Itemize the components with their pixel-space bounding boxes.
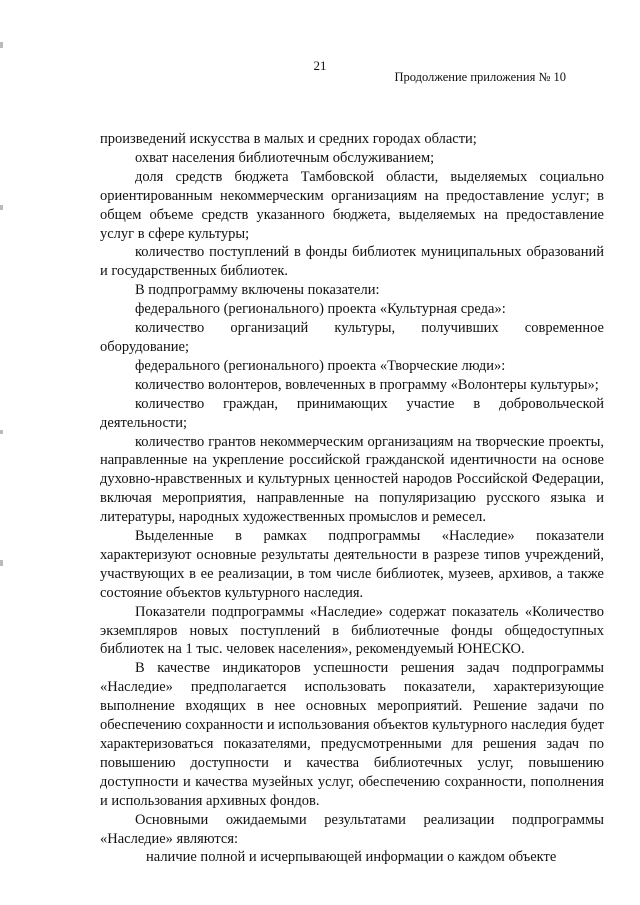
paragraph: федерального (регионального) проекта «Творческие люди»:: [135, 357, 506, 374]
paragraph: количество волонтеров, вовлеченных в программу «Волонтеры культуры»;: [135, 376, 599, 393]
paragraph: количество организаций культуры, получивших современное оборудование;: [100, 320, 604, 355]
paragraph: В качестве индикаторов успешности решения задач подпрограммы «Наследие» предполагается использовать показатели, характеризующие выполнение входящих в нее основных мероприятий. Решение задачи по обеспечению сохранности и использования объектов культурного наследия будет характеризоваться показателями, предусмотренными для решения задач по повышению доступности и качества библиотечных услуг, повышению доступности и качества музейных услуг, обеспечению сохранности, пополнения и использования архивных фондов.: [100, 660, 604, 809]
scan-edge-marks: [0, 0, 4, 905]
paragraph: Выделенные в рамках подпрограммы «Наследие» показатели характеризуют основные результаты деятельности в разрезе типов учреждений, участвующих в ее реализации, в том числе библиотек, музеев, архивов, а также состояние объектов культурного наследия.: [100, 528, 604, 601]
body-text: [100, 130, 604, 867]
paragraph: Показатели подпрограммы «Наследие» содержат показатель «Количество экземпляров новых поступлений в библиотечные фонды общедоступных библиотек на 1 тыс. человек населения», рекомендуемый ЮНЕСКО.: [100, 603, 604, 658]
paragraph: наличие полной и исчерпывающей информации о каждом объекте: [146, 849, 557, 866]
paragraph: количество поступлений в фонды библиотек муниципальных образований и государственных библиотек.: [100, 244, 604, 280]
paragraph: произведений искусства в малых и средних городах области;: [100, 131, 477, 147]
paragraph: количество грантов некоммерческим организациям на творческие проекты, направленные на укрепление российской гражданской идентичности на основе духовно-нравственных и культурных ценностей народов Российской Федерации, включая мероприятия, направленные на популяризацию русского языка и литературы, народных художественных промыслов и ремесел.: [100, 433, 604, 526]
paragraph: Основными ожидаемыми результатами реализации подпрограммы «Наследие» являются:: [100, 811, 604, 847]
page-number: 21: [313, 58, 327, 73]
appendix-continuation-note: Продолжение приложения № 10: [394, 70, 566, 84]
paragraph: федерального (регионального) проекта «Культурная среда»:: [135, 301, 506, 318]
paragraph: В подпрограмму включены показатели:: [135, 282, 380, 299]
paragraph: доля средств бюджета Тамбовской области, выделяемых социально ориентированным некоммерческим организациям на предоставление услуг; в общем объеме средств указанного бюджета, выделяемых на предоставление услуг в сфере культуры;: [100, 168, 604, 242]
paragraph: количество граждан, принимающих участие в добровольческой деятельности;: [100, 395, 604, 431]
paragraph: охват населения библиотечным обслуживанием;: [135, 149, 435, 166]
